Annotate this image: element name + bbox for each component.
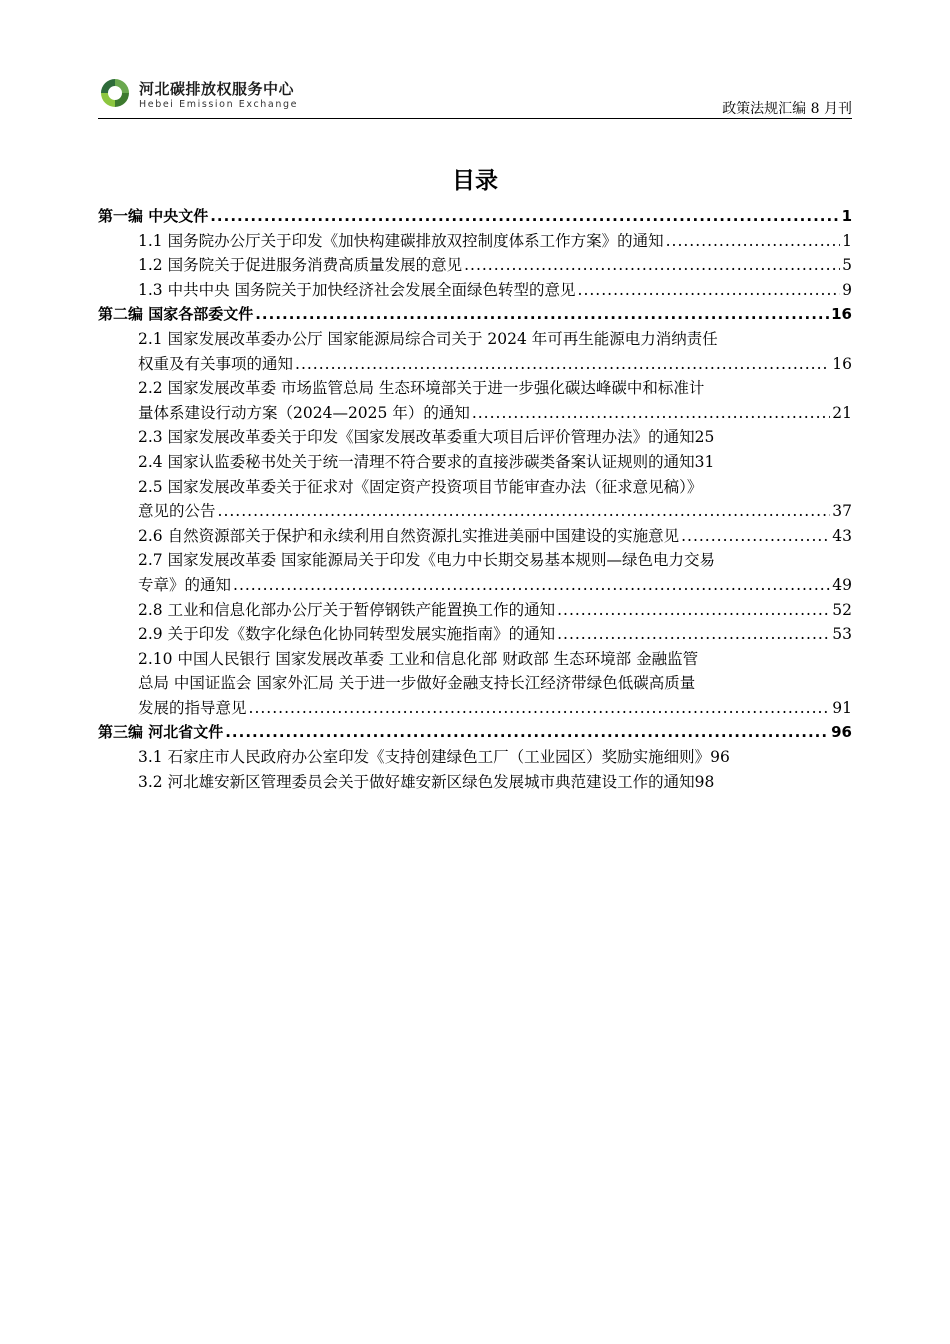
toc-item[interactable] bbox=[98, 475, 852, 524]
toc-leader-dots bbox=[295, 352, 830, 377]
toc-page-number: 31 bbox=[694, 452, 715, 471]
toc-entry-text: 2.4 国家认监委秘书处关于统一清理不符合要求的直接涉碳类备案认证规则的通知 bbox=[138, 452, 695, 471]
toc-item[interactable] bbox=[98, 622, 852, 647]
toc-entry-line: 2.5 国家发展改革委关于征求对《固定资产投资项目节能审查办法（征求意见稿）》 bbox=[138, 477, 703, 496]
toc-entry-text: 权重及有关事项的通知 bbox=[138, 354, 294, 373]
toc-section-heading[interactable] bbox=[98, 720, 852, 745]
toc-entry-final-line bbox=[138, 253, 852, 278]
toc-item[interactable] bbox=[98, 450, 852, 475]
toc-item[interactable] bbox=[98, 598, 852, 623]
toc-entry-final-line bbox=[138, 450, 852, 475]
toc-entry-final-line bbox=[138, 598, 852, 623]
toc-entry-final-line bbox=[98, 204, 852, 229]
toc-page-number: 16 bbox=[831, 305, 852, 324]
toc-page-number: 53 bbox=[832, 625, 852, 644]
toc-leader-dots bbox=[557, 598, 830, 623]
org-name-cn: 河北碳排放权服务中心 bbox=[139, 80, 295, 98]
toc-entry-line: 2.2 国家发展改革委 市场监管总局 生态环境部关于进一步强化碳达峰碳中和标准计 bbox=[138, 379, 705, 398]
toc-entry-final-line bbox=[138, 278, 852, 303]
toc-entry-text: 发展的指导意见 bbox=[138, 698, 247, 717]
table-of-contents bbox=[98, 204, 852, 794]
toc-item[interactable] bbox=[98, 278, 852, 303]
toc-leader-dots bbox=[666, 229, 841, 254]
toc-entry-final-line bbox=[138, 499, 852, 524]
toc-entry-final-line bbox=[138, 696, 852, 721]
toc-leader-dots bbox=[210, 204, 839, 229]
toc-item[interactable] bbox=[98, 327, 852, 376]
toc-entry-text: 3.1 石家庄市人民政府办公室印发《支持创建绿色工厂（工业园区）奖励实施细则》 bbox=[138, 748, 711, 767]
toc-page-number: 1 bbox=[842, 231, 852, 250]
toc-item[interactable] bbox=[98, 524, 852, 549]
toc-leader-dots bbox=[557, 622, 830, 647]
toc-entry-text: 量体系建设行动方案（2024—2025 年）的通知 bbox=[138, 403, 470, 422]
toc-entry-final-line bbox=[138, 229, 852, 254]
toc-entry-final-line bbox=[138, 573, 852, 598]
toc-section-heading[interactable] bbox=[98, 204, 852, 229]
toc-item[interactable] bbox=[98, 745, 852, 770]
toc-page-number: 37 bbox=[832, 502, 852, 521]
toc-entry-line: 2.7 国家发展改革委 国家能源局关于印发《电力中长期交易基本规则—绿色电力交易 bbox=[138, 551, 716, 570]
toc-entry-final-line bbox=[138, 425, 852, 450]
toc-leader-dots bbox=[233, 573, 830, 598]
toc-entry-final-line bbox=[98, 302, 852, 327]
publication-title: 政策法规汇编 8 月刊 bbox=[722, 101, 852, 117]
toc-entry-text: 1.1 国务院办公厅关于印发《加快构建碳排放双控制度体系工作方案》的通知 bbox=[138, 231, 664, 250]
toc-entry-text: 2.3 国家发展改革委关于印发《国家发展改革委重大项目后评价管理办法》的通知 bbox=[138, 428, 695, 447]
toc-section-heading[interactable] bbox=[98, 302, 852, 327]
toc-page-number: 96 bbox=[831, 723, 852, 742]
toc-page-number: 98 bbox=[694, 772, 715, 791]
toc-entry-final-line bbox=[138, 352, 852, 377]
toc-entry-text: 意见的公告 bbox=[138, 502, 216, 521]
toc-page-number: 49 bbox=[832, 575, 852, 594]
toc-item[interactable] bbox=[98, 376, 852, 425]
toc-entry-final-line bbox=[138, 622, 852, 647]
toc-title: 目录 bbox=[452, 168, 498, 194]
toc-entry-line: 2.1 国家发展改革委办公厅 国家能源局综合司关于 2024 年可再生能源电力消纳责任 bbox=[138, 329, 718, 348]
toc-entry-final-line bbox=[138, 745, 852, 770]
toc-item[interactable] bbox=[98, 229, 852, 254]
hebei-emission-exchange-logo-icon bbox=[98, 76, 132, 110]
toc-leader-dots bbox=[681, 524, 830, 549]
toc-page-number: 9 bbox=[842, 280, 852, 299]
toc-entry-text: 第一编 中央文件 bbox=[98, 207, 209, 225]
toc-page-number: 43 bbox=[832, 526, 852, 545]
toc-page-number: 5 bbox=[842, 256, 852, 275]
header-rule bbox=[98, 118, 852, 119]
toc-leader-dots bbox=[472, 401, 830, 426]
toc-entry-text: 第三编 河北省文件 bbox=[98, 723, 224, 742]
toc-leader-dots bbox=[249, 696, 831, 721]
org-name-en: Hebei Emission Exchange bbox=[139, 99, 299, 110]
toc-leader-dots bbox=[255, 302, 829, 327]
toc-entry-final-line bbox=[138, 770, 852, 795]
toc-page-number: 21 bbox=[832, 403, 852, 422]
toc-item[interactable] bbox=[98, 647, 852, 721]
toc-leader-dots bbox=[218, 499, 831, 524]
toc-entry-line: 总局 中国证监会 国家外汇局 关于进一步做好金融支持长江经济带绿色低碳高质量 bbox=[138, 674, 696, 693]
page-header bbox=[98, 76, 852, 118]
toc-entry-text: 1.2 国务院关于促进服务消费高质量发展的意见 bbox=[138, 256, 463, 275]
toc-page-number: 1 bbox=[841, 207, 852, 225]
toc-page-number: 25 bbox=[694, 428, 715, 447]
toc-leader-dots bbox=[464, 253, 840, 278]
toc-page-number: 16 bbox=[832, 354, 852, 373]
toc-entry-final-line bbox=[138, 401, 852, 426]
toc-item[interactable] bbox=[98, 770, 852, 795]
toc-entry-final-line bbox=[98, 720, 852, 745]
toc-entry-text: 专章》的通知 bbox=[138, 575, 232, 594]
toc-entry-line: 2.10 中国人民银行 国家发展改革委 工业和信息化部 财政部 生态环境部 金融监管 bbox=[138, 649, 699, 668]
toc-entry-text: 2.6 自然资源部关于保护和永续利用自然资源扎实推进美丽中国建设的实施意见 bbox=[138, 526, 680, 545]
toc-page-number: 91 bbox=[832, 698, 852, 717]
toc-entry-text: 3.2 河北雄安新区管理委员会关于做好雄安新区绿色发展城市典范建设工作的通知 bbox=[138, 772, 695, 791]
toc-entry-final-line bbox=[138, 524, 852, 549]
toc-leader-dots bbox=[578, 278, 841, 303]
toc-entry-text: 1.3 中共中央 国务院关于加快经济社会发展全面绿色转型的意见 bbox=[138, 280, 576, 299]
toc-page-number: 96 bbox=[710, 748, 730, 767]
toc-entry-text: 2.8 工业和信息化部办公厅关于暂停钢铁产能置换工作的通知 bbox=[138, 600, 556, 619]
toc-item[interactable] bbox=[98, 548, 852, 597]
toc-item[interactable] bbox=[98, 253, 852, 278]
toc-entry-text: 第二编 国家各部委文件 bbox=[98, 305, 254, 324]
toc-leader-dots bbox=[225, 720, 829, 745]
toc-item[interactable] bbox=[98, 425, 852, 450]
toc-entry-text: 2.9 关于印发《数字化绿色化协同转型发展实施指南》的通知 bbox=[138, 625, 556, 644]
toc-page-number: 52 bbox=[832, 600, 852, 619]
